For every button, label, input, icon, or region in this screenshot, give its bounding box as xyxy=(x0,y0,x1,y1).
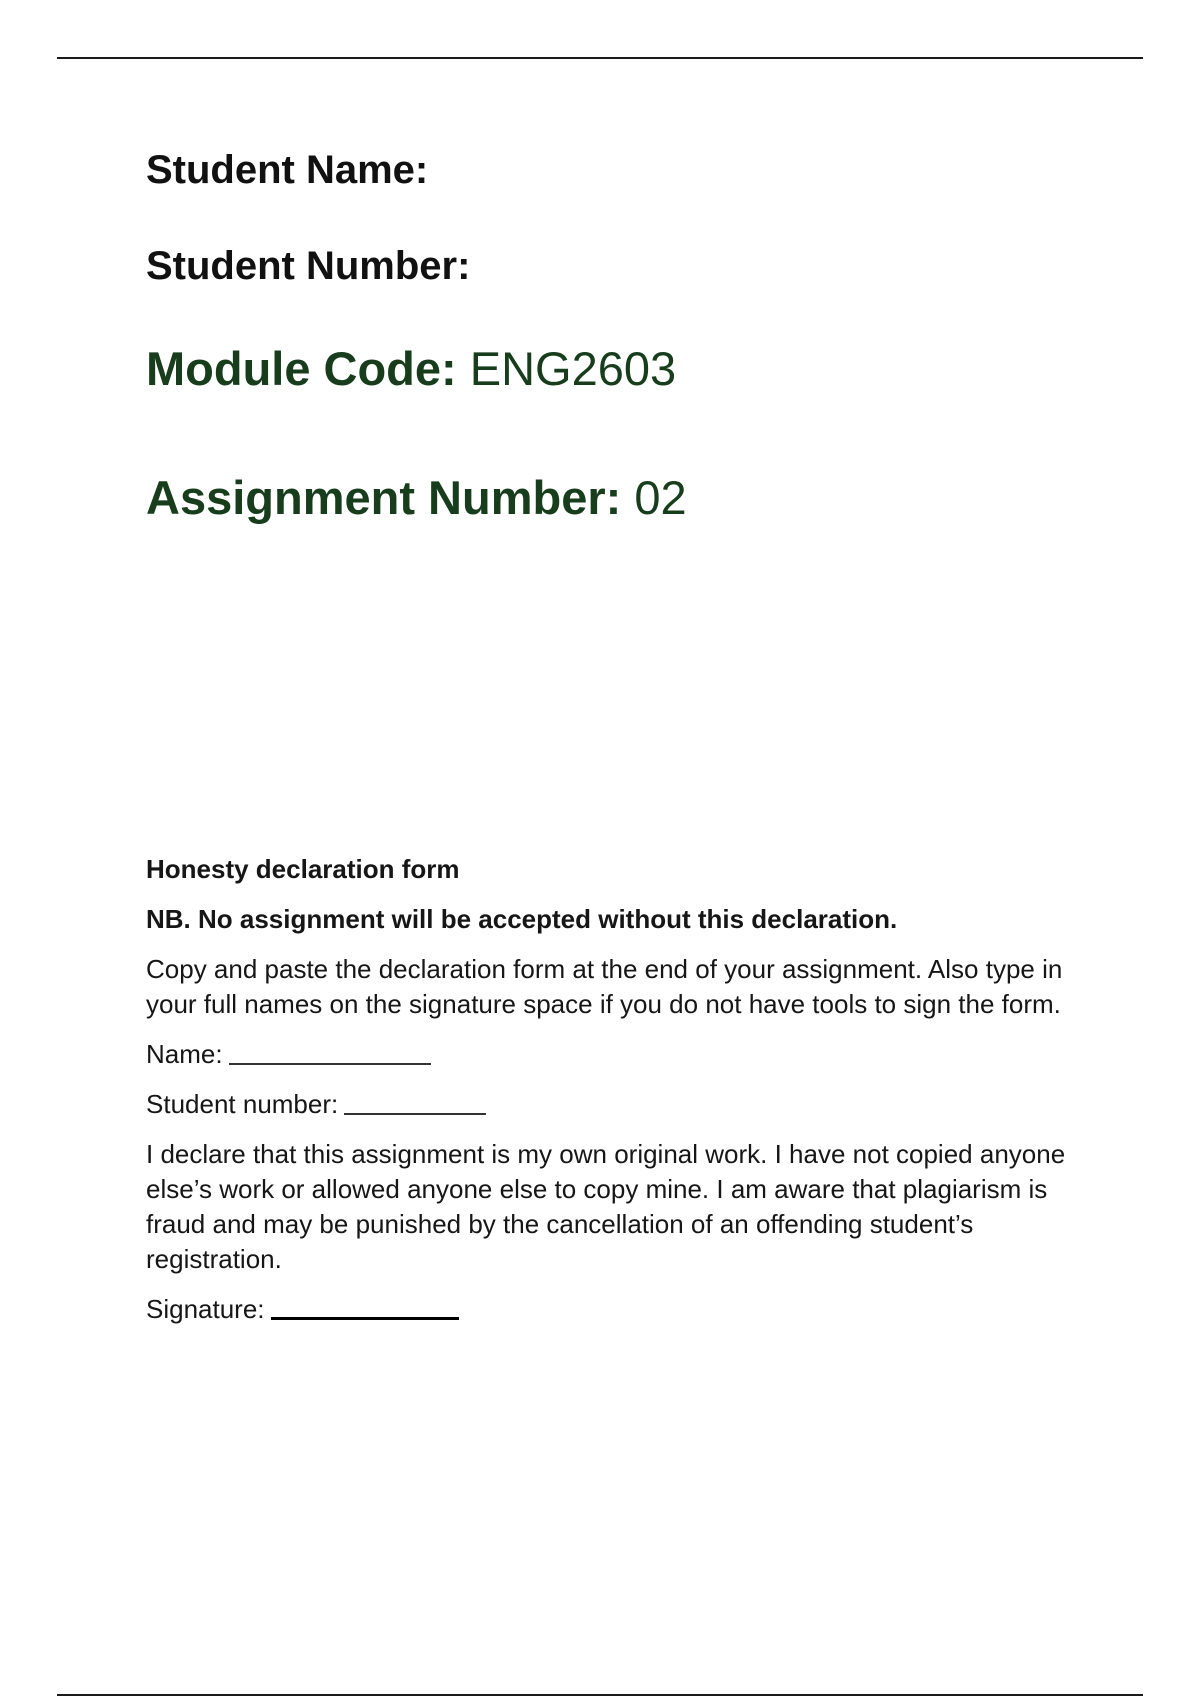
name-blank-line xyxy=(229,1063,431,1065)
signature-field-row xyxy=(146,1292,1106,1327)
assignment-number-label: Assignment Number: xyxy=(146,471,622,524)
honesty-declaration-form xyxy=(146,852,1106,1342)
module-code-heading xyxy=(146,342,677,395)
student-name-label: Student Name: xyxy=(146,148,429,192)
student-number-label: Student Number: xyxy=(146,244,471,288)
declaration-title: Honesty declaration form xyxy=(146,854,460,884)
signature-field-label: Signature: xyxy=(146,1294,265,1324)
name-field-label: Name: xyxy=(146,1039,223,1069)
top-rule xyxy=(57,57,1143,59)
name-field-row xyxy=(146,1037,1106,1072)
declaration-nb-note: NB. No assignment will be accepted without this declaration. xyxy=(146,904,898,934)
assignment-number-value: 02 xyxy=(634,471,687,524)
bottom-rule xyxy=(57,1694,1143,1696)
student-number-field-row xyxy=(146,1087,1106,1122)
module-code-value: ENG2603 xyxy=(469,342,677,395)
signature-blank-line xyxy=(271,1317,459,1320)
student-number-field-label: Student number: xyxy=(146,1089,339,1119)
declaration-statement: I declare that this assignment is my own original work. I have not copied anyone else’s work or allowed anyone else to copy mine. I am aware that plagiarism is fraud and may be punished by the cancellation of an offending student’s registration. xyxy=(146,1139,1066,1274)
declaration-instructions: Copy and paste the declaration form at the end of your assignment. Also type in your full names on the signature space if you do not have tools to sign the form. xyxy=(146,954,1063,1019)
assignment-number-heading xyxy=(146,471,687,524)
module-code-label: Module Code: xyxy=(146,342,457,395)
student-number-blank-line xyxy=(344,1113,486,1115)
